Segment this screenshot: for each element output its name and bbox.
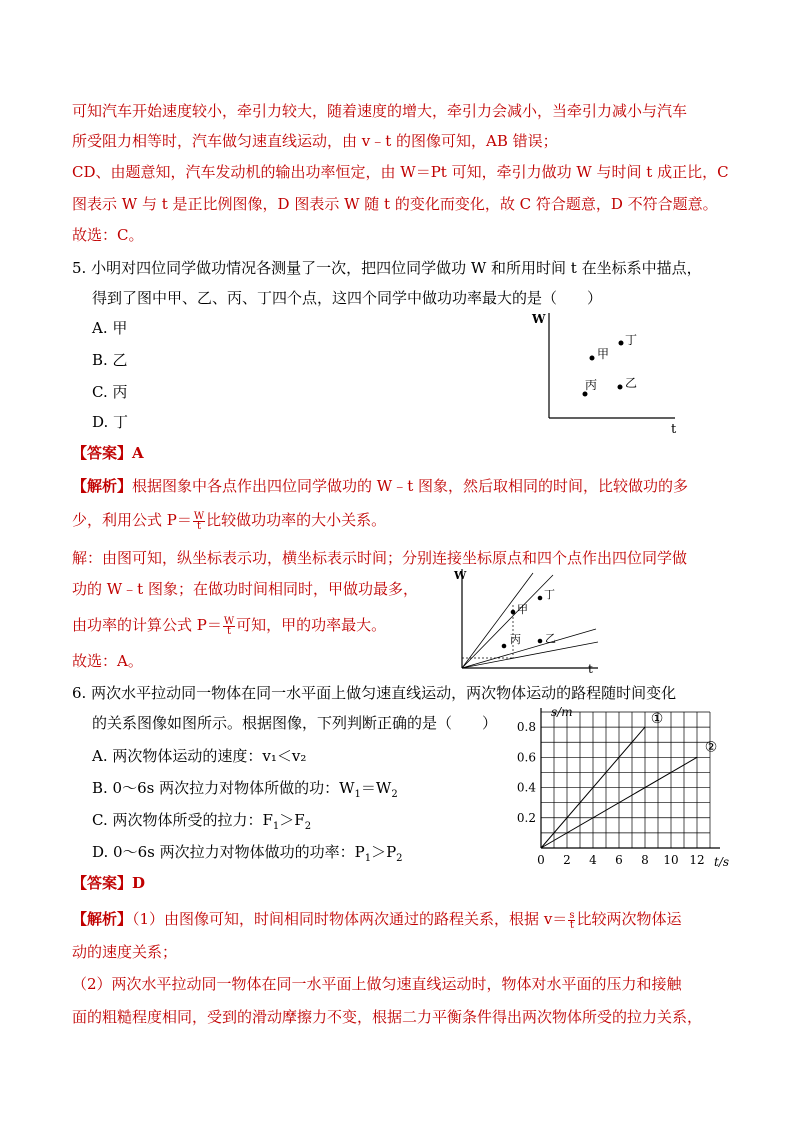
q6-analysis-1b: 比较两次物体运 [576,910,682,928]
q6-analysis-4: 面的粗糙程度相同，受到的滑动摩擦力不变，根据二力平衡条件得出两次物体所受的拉力关系， [72,1008,703,1026]
sub-1: 1 [354,789,361,800]
q5-stem-1: 5. 小明对四位同学做功情况各测量了一次，把四位同学做功 W 和所用时间 t 在坐标系中描点， [72,259,702,277]
q6-option-c-b: ＞F [279,811,305,829]
series-label-1: ① [650,711,664,728]
y-tick-label: 0.2 [516,810,536,825]
q5-graph-lines [448,565,608,677]
q6-option-d [92,842,403,869]
sub-1: 1 [364,853,372,864]
series-label-2: ② [704,739,718,756]
fraction-w-over-t [193,512,205,531]
point-yi [618,385,623,390]
y-tick-label: 0.4 [516,780,536,795]
g2-label-bing: 丙 [510,633,521,646]
q5-option-a: A. 甲 [92,319,128,337]
q5-graph-xlabel: t [671,422,677,435]
frac-num-2: W [223,615,235,627]
q5-graph2-xlabel: t [588,662,593,676]
q6-analysis-1 [72,909,681,930]
q5-graph-ylabel: W [532,312,546,326]
q5-analysis-label: 【解析】 [72,477,133,495]
q6-analysis-3: （2）两次水平拉动同一物体在同一水平面上做匀速直线运动时，物体对水平面的压力和接触 [72,975,682,993]
q5-solution-1: 解：由图可知，纵坐标表示功，横坐标表示时间；分别连接坐标原点和四个点作出四位同学做 [72,549,688,567]
prev-line-1: 可知汽车开始速度较小，牵引力较大，随着速度的增大，牵引力会减小，当牵引力减小与汽车 [72,102,688,120]
x-tick-label: 0 [537,853,545,867]
q6-stem-2: 的关系图像如图所示。根据图像，下列判断正确的是（ ） [92,714,498,732]
y-axis-label: s/m [551,705,573,719]
q5-option-c: C. 丙 [92,383,128,401]
q6-option-b-a: B. 0～6s 两次拉力对物体所做的功：W [92,779,355,797]
q6-answer: 【答案】D [72,874,146,892]
q5-analysis-1 [72,476,688,496]
x-axis-label: t/s [714,855,730,869]
q5-answer: 【答案】A [72,444,144,462]
frac-den-2: t [227,625,232,637]
fraction-w-over-t-2 [223,617,235,636]
q5-solution-4: 故选：A。 [72,652,143,670]
q6-option-c-a: C. 两次物体所受的拉力：F [92,811,273,829]
point-ding [619,341,624,346]
x-tick-label: 12 [689,853,705,867]
prev-line-2: 所受阻力相等时，汽车做匀速直线运动，由 v﹣t 的图像可知，AB 错误； [72,132,558,150]
x-tick-label: 10 [663,853,679,867]
q5-solution-2: 功的 W﹣t 图象；在做功时间相同时，甲做功最多， [72,580,418,598]
q6-option-b-b: ＝W [360,779,392,797]
y-tick-label: 0.8 [516,720,536,735]
q5-analysis-2 [72,510,386,531]
q6-option-b [92,778,398,805]
x-tick-label: 6 [615,853,623,867]
label-jia: 甲 [597,347,610,361]
q5-option-d: D. 丁 [92,413,129,431]
frac-t: t [569,919,574,931]
q5-stem-2: 得到了图中甲、乙、丙、丁四个点，这四个同学中做功功率最大的是（ ） [92,289,603,307]
q5-option-b: B. 乙 [92,351,128,369]
q6-analysis-label: 【解析】 [72,910,133,928]
y-tick-label: 0.6 [516,750,536,765]
x-tick-label: 2 [563,853,571,867]
label-ding: 丁 [625,333,638,347]
x-tick-label: 8 [641,853,649,867]
frac-s: s [569,909,575,921]
q6-distance-time-chart [508,700,770,875]
q5-solution-3a: 由功率的计算公式 P＝ [72,616,222,634]
prev-line-3: CD、由题意知，汽车发动机的输出功率恒定，由 W＝Pt 可知，牵引力做功 W 与时间 t 成正比，C [72,163,729,181]
q6-option-a: A. 两次物体运动的速度：v₁＜v₂ [92,747,307,765]
q5-solution-3 [72,615,386,636]
label-bing: 丙 [585,378,598,392]
sub-2: 2 [396,853,403,864]
prev-line-4: 图表示 W 与 t 是正比例图像，D 图表示 W 随 t 的变化而变化，故 C 符合题意，D 不符合题意。 [72,195,718,213]
frac-num: W [193,510,205,522]
q6-stem-1: 6. 两次水平拉动同一物体在同一水平面上做匀速直线运动，两次物体运动的路程随时间变化 [72,684,677,702]
q5-analysis-1-text: 根据图象中各点作出四位同学做功的 W﹣t 图象，然后取相同的时间，比较做功的多 [132,477,689,495]
g2-label-jia: 甲 [517,603,528,616]
q5-analysis-2a: 少，利用公式 P＝ [72,511,192,529]
q6-option-d-b: ＞P [371,843,397,861]
x-tick-label: 4 [589,853,597,867]
sub-2: 2 [391,789,398,800]
q6-analysis-2: 动的速度关系； [72,943,178,961]
sub-1: 1 [272,821,280,832]
g2-label-ding: 丁 [544,588,555,601]
prev-line-5: 故选：C。 [72,226,144,244]
g2-label-yi: 乙 [545,632,556,645]
q5-solution-3b: 可知，甲的功率最大。 [236,616,387,634]
q6-option-c [92,810,311,837]
point-jia [590,356,595,361]
q5-graph-points [530,305,690,435]
sub-2: 2 [304,821,312,832]
frac-den: t [197,520,202,532]
label-yi: 乙 [625,376,638,390]
q5-graph2-ylabel: W [454,569,467,582]
q6-analysis-1a: （1）由图像可知，时间相同时物体两次通过的路程关系，根据 v＝ [132,910,568,928]
point-bing [583,392,588,397]
fraction-s-over-t [568,911,575,930]
q5-analysis-2b: 比较做功功率的大小关系。 [206,511,387,529]
q6-option-d-a: D. 0～6s 两次拉力对物体做功的功率：P [92,843,365,861]
